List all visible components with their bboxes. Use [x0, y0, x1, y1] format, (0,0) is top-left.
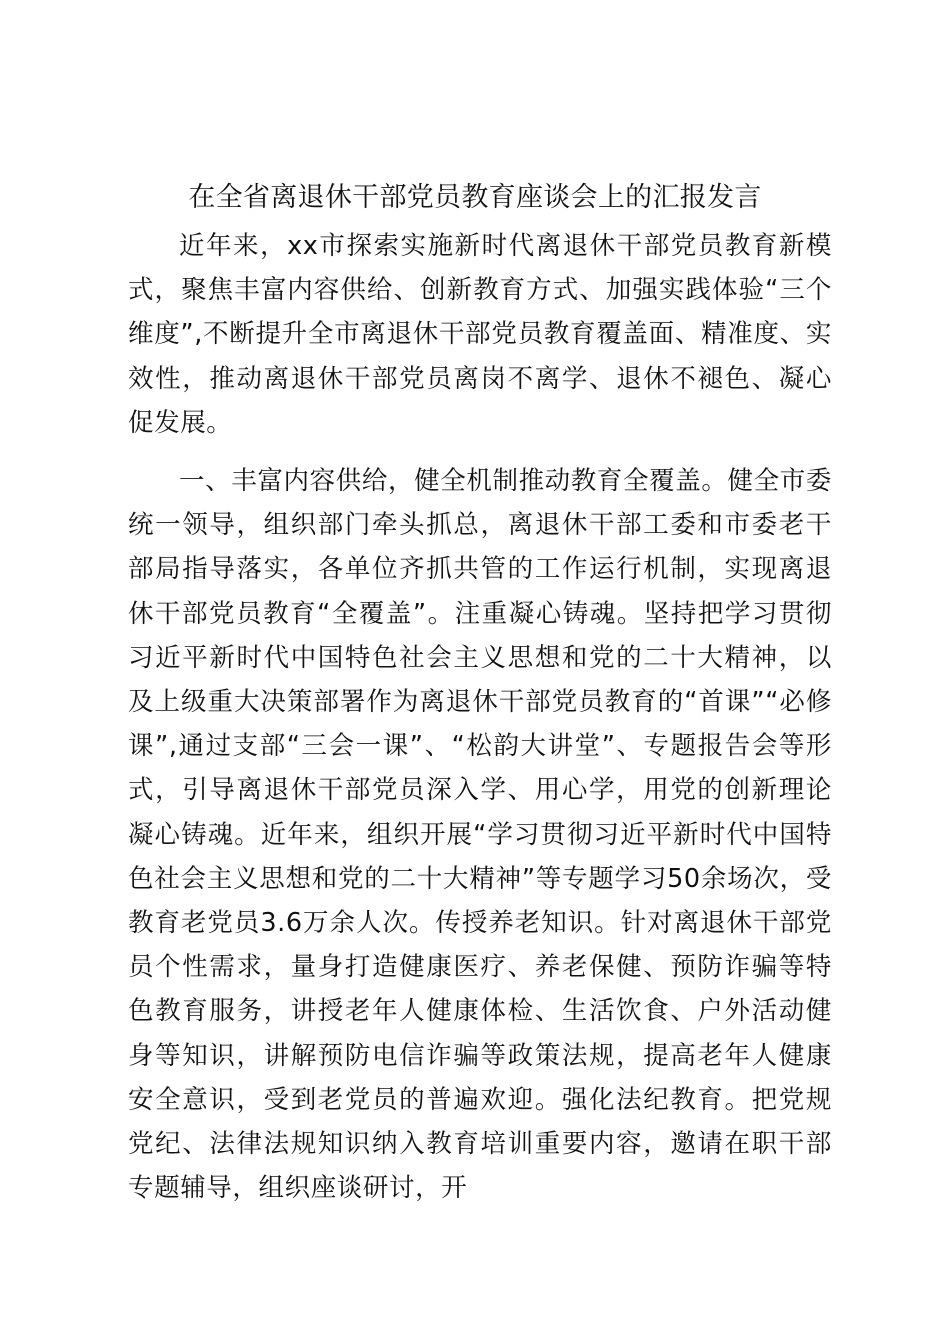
intro-paragraph: 近年来，xx市探索实施新时代离退休干部党员教育新模式，聚焦丰富内容供给、创新教育方式、加强实践体验“三个维度”,不断提升全市离退休干部党员教育覆盖面、精准度、实效性，推动离退休干部党员离岗不离学、退休不褪色、凝心促发展。	[128, 231, 832, 438]
document-body	[128, 224, 832, 1210]
section-one-paragraph: 一、丰富内容供给，健全机制推动教育全覆盖。健全市委统一领导，组织部门牵头抓总，离退休干部工委和市委老干部局指导落实，各单位齐抓共管的工作运行机制，实现离退休干部党员教育“全覆盖”。注重凝心铸魂。坚持把学习贯彻习近平新时代中国特色社会主义思想和党的二十大精神，以及上级重大决策部署作为离退休干部党员教育的“首课”“必修课”,通过支部“三会一课”、“松韵大讲堂”、专题报告会等形式，引导离退休干部党员深入学、用心学，用党的创新理论凝心铸魂。近年来，组织开展“学习贯彻习近平新时代中国特色社会主义思想和党的二十大精神”等专题学习50余场次，受教育老党员3.6万余人次。传授养老知识。针对离退休干部党员个性需求，量身打造健康医疗、养老保健、预防诈骗等特色教育服务，讲授老年人健康体检、生活饮食、户外活动健身等知识，讲解预防电信诈骗等政策法规，提高老年人健康安全意识，受到老党员的普遍欢迎。强化法纪教育。把党规党纪、法律法规知识纳入教育培训重要内容，邀请在职干部专题辅导，组织座谈研讨，开	[128, 466, 832, 1204]
document-title: 在全省离退休干部党员教育座谈会上的汇报发言	[188, 182, 762, 213]
